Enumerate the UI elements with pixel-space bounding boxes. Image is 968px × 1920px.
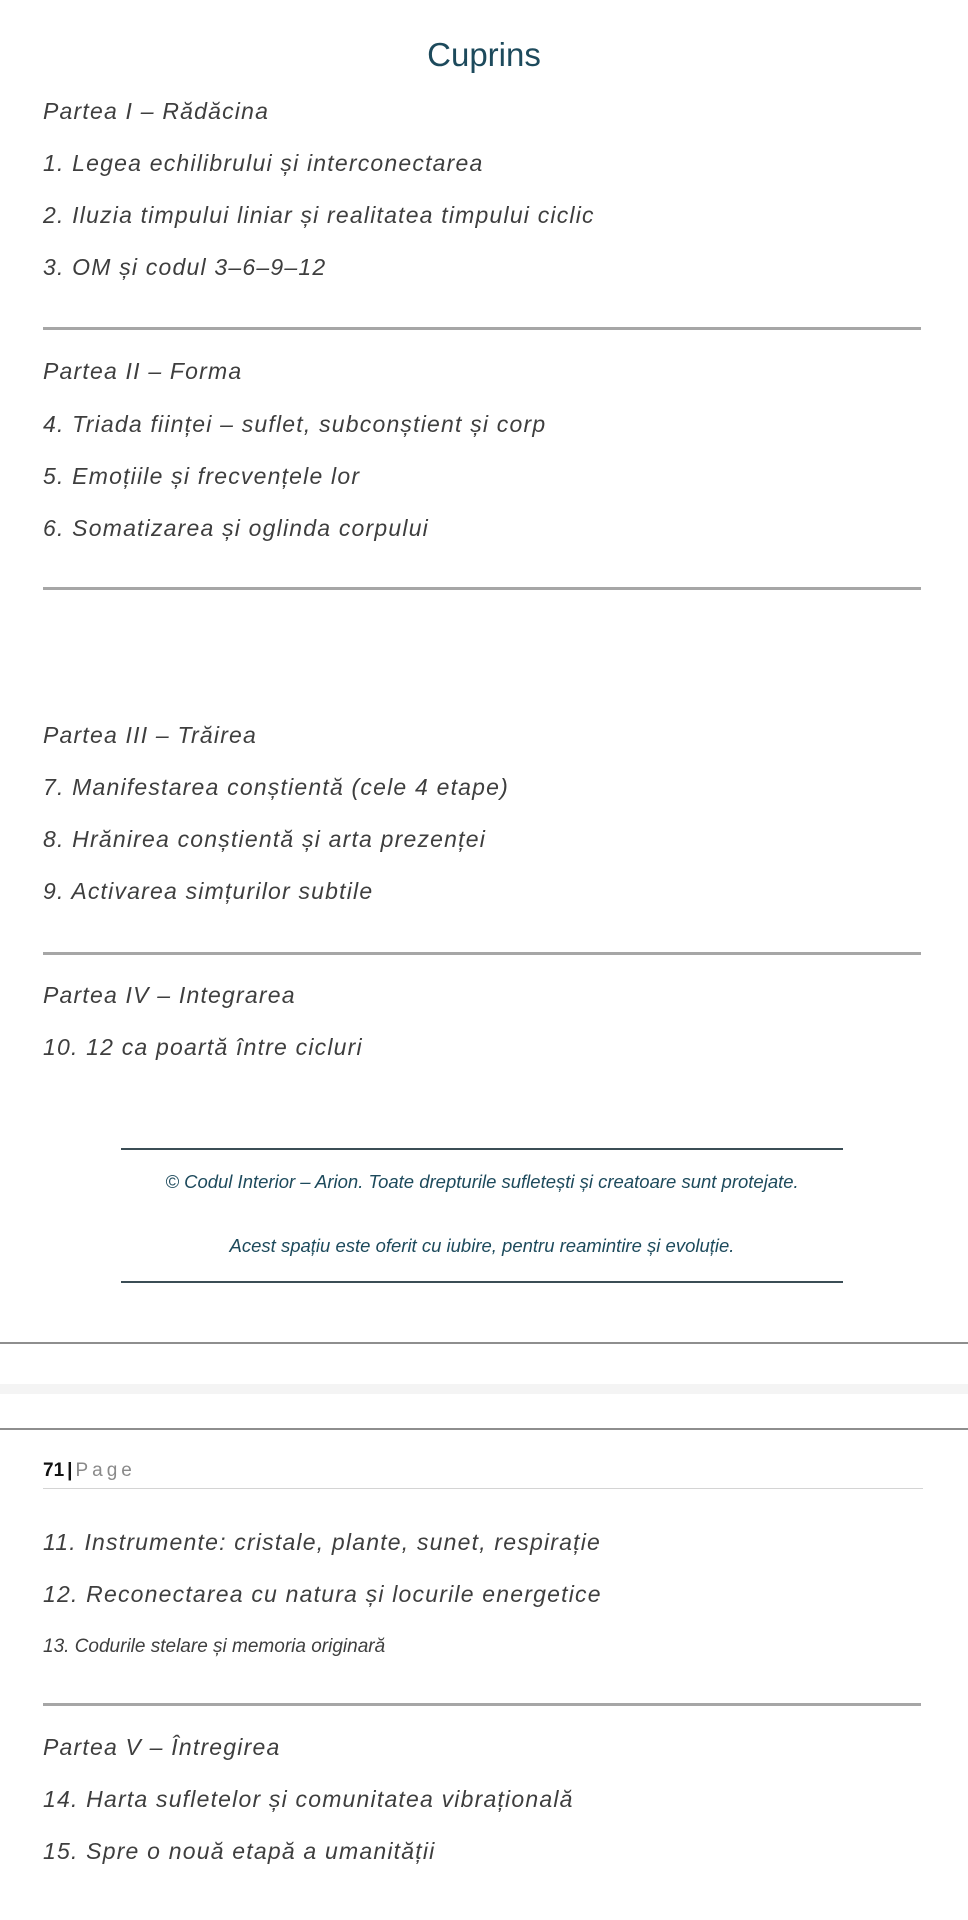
toc-item: 5. Emoțiile și frecvențele lor	[43, 463, 361, 489]
toc-item: 8. Hrănirea conștientă și arta prezenței	[43, 826, 487, 852]
toc-item: 3. OM și codul 3–6–9–12	[43, 254, 327, 280]
section-divider	[43, 952, 921, 955]
page-number-rule	[43, 1488, 923, 1489]
part-heading: Partea IV – Integrarea	[43, 982, 296, 1008]
page-label: Page	[75, 1460, 136, 1481]
toc-item: 10. 12 ca poartă între cicluri	[43, 1034, 363, 1060]
toc-item: 7. Manifestarea conștientă (cele 4 etape)	[43, 774, 509, 800]
page-number-value: 71	[43, 1460, 65, 1481]
page-number	[43, 1460, 136, 1482]
toc-item: 14. Harta sufletelor și comunitatea vibrațională	[43, 1786, 574, 1812]
toc-item: 6. Somatizarea și oglinda corpului	[43, 515, 429, 541]
page-gap	[0, 1384, 968, 1394]
toc-item: 15. Spre o nouă etapă a umanității	[43, 1838, 436, 1864]
section-divider	[43, 327, 921, 330]
page-number-separator: |	[67, 1460, 73, 1481]
toc-item: 11. Instrumente: cristale, plante, sunet, respirație	[43, 1529, 602, 1555]
copyright-notice: © Codul Interior – Arion. Toate drepturile sufletești și creatoare sunt protejate.	[165, 1171, 799, 1192]
toc-item: 1. Legea echilibrului și interconectarea	[43, 150, 484, 176]
part-heading: Partea II – Forma	[43, 358, 243, 384]
footer-dedication: Acest spațiu este oferit cu iubire, pentru reamintire și evoluție.	[229, 1235, 735, 1256]
page-break-rule	[0, 1342, 968, 1344]
toc-item: 4. Triada ființei – suflet, subconștient și corp	[43, 411, 547, 437]
footer-divider-top	[121, 1148, 843, 1150]
section-divider	[43, 1703, 921, 1706]
toc-item: 13. Codurile stelare și memoria originară	[43, 1636, 386, 1657]
page-break-rule	[0, 1428, 968, 1430]
section-divider	[43, 587, 921, 590]
toc-item: 12. Reconectarea cu natura și locurile energetice	[43, 1581, 602, 1607]
toc-item: 9. Activarea simțurilor subtile	[43, 878, 374, 904]
part-heading: Partea III – Trăirea	[43, 722, 258, 748]
page-title: Cuprins	[427, 36, 541, 73]
toc-item: 2. Iluzia timpului liniar și realitatea timpului ciclic	[43, 202, 595, 228]
part-heading: Partea V – Întregirea	[43, 1734, 281, 1760]
footer-divider-bottom	[121, 1281, 843, 1283]
part-heading: Partea I – Rădăcina	[43, 98, 270, 124]
